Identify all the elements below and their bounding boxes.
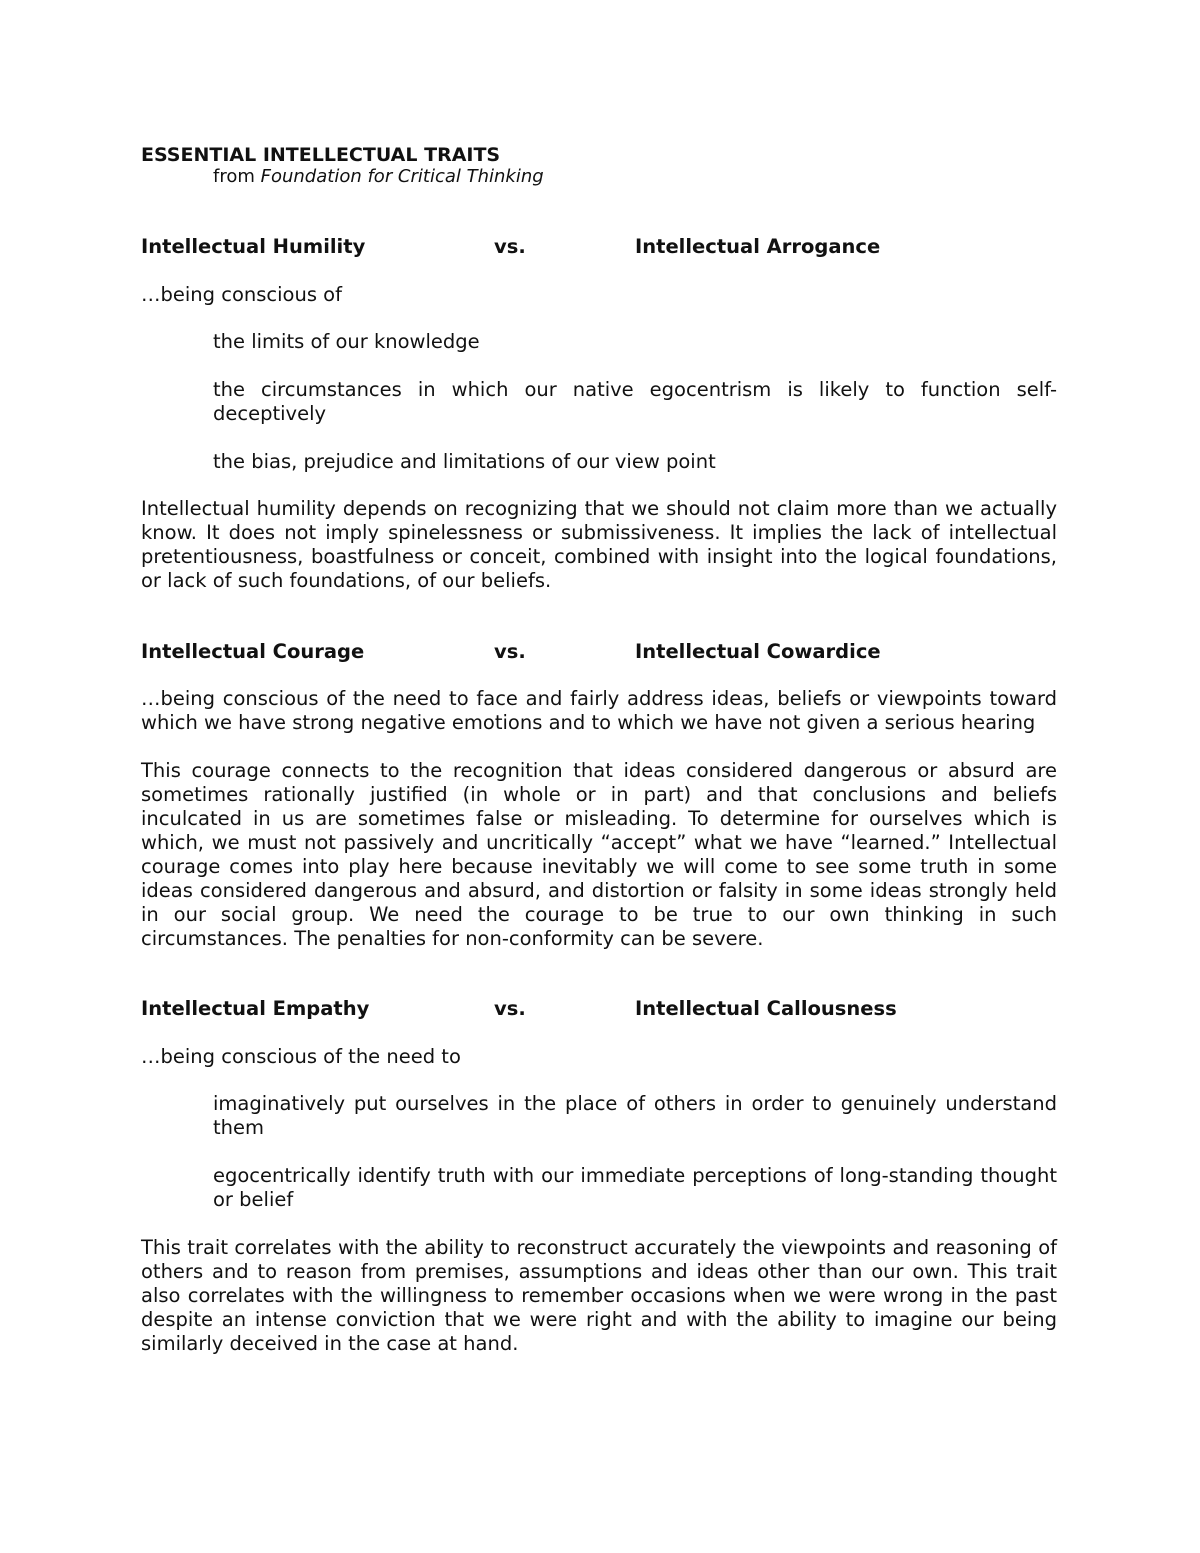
section-intro: …being conscious of [141,283,342,306]
section-paragraph: Intellectual humility depends on recognizing that we should not claim more than we actually know. It does not imply spinelessness or submissiveness. It implies the lack of intellectual pretentiousness, boastfulness or conceit, combined with insight into the logical foundations, or lack of such foundations, of our beliefs. [141,497,1057,592]
section-paragraph: This trait correlates with the ability to reconstruct accurately the viewpoints and reasoning of others and to reason from premises, assumptions and ideas other than our own. This trait also correlates with the willingness to remember occasions when we were wrong in the past despite an intense conviction that we were right and with the ability to imagine our being similarly deceived in the case at hand. [141,1236,1057,1355]
section-intro: …being conscious of the need to face and fairly address ideas, beliefs or viewpoints toward which we have strong negative emotions and to which we have not given a serious hearing [141,687,1057,734]
list-item: the circumstances in which our native egocentrism is likely to function self-deceptively [213,378,1057,425]
section-heading-vs: vs. [494,640,526,663]
document-title: ESSENTIAL INTELLECTUAL TRAITS [141,144,501,166]
document-subtitle [213,165,544,189]
section-heading-trait: Intellectual Empathy [141,997,370,1020]
section-heading-trait: Intellectual Courage [141,640,365,663]
section-heading-trait: Intellectual Humility [141,235,366,258]
list-item: the bias, prejudice and limitations of our view point [213,450,716,473]
list-item: the limits of our knowledge [213,330,480,353]
section-heading-vs: vs. [494,235,526,258]
section-heading-opposite: Intellectual Cowardice [635,640,881,663]
subtitle-prefix: from [213,166,261,187]
section-heading-vs: vs. [494,997,526,1020]
section-paragraph: This courage connects to the recognition that ideas considered dangerous or absurd are sometimes rationally justified (in whole or in part) and that conclusions and beliefs inculcated in us are sometimes false or misleading. To determine for ourselves which is which, we must not passively and uncritically “accept” what we have “learned.” Intellectual courage comes into play here because inevitably we will come to see some truth in some ideas considered dangerous and absurd, and distortion or falsity in some ideas strongly held in our social group. We need the courage to be true to our own thinking in such circumstances. The penalties for non-conformity can be severe. [141,759,1057,950]
list-item: imaginatively put ourselves in the place of others in order to genuinely understand them [213,1092,1057,1139]
list-item: egocentrically identify truth with our immediate perceptions of long-standing thought or belief [213,1164,1057,1211]
section-heading-opposite: Intellectual Callousness [635,997,897,1020]
section-intro: …being conscious of the need to [141,1045,461,1068]
section-heading-opposite: Intellectual Arrogance [635,235,881,258]
subtitle-source: Foundation for Critical Thinking [260,166,544,187]
